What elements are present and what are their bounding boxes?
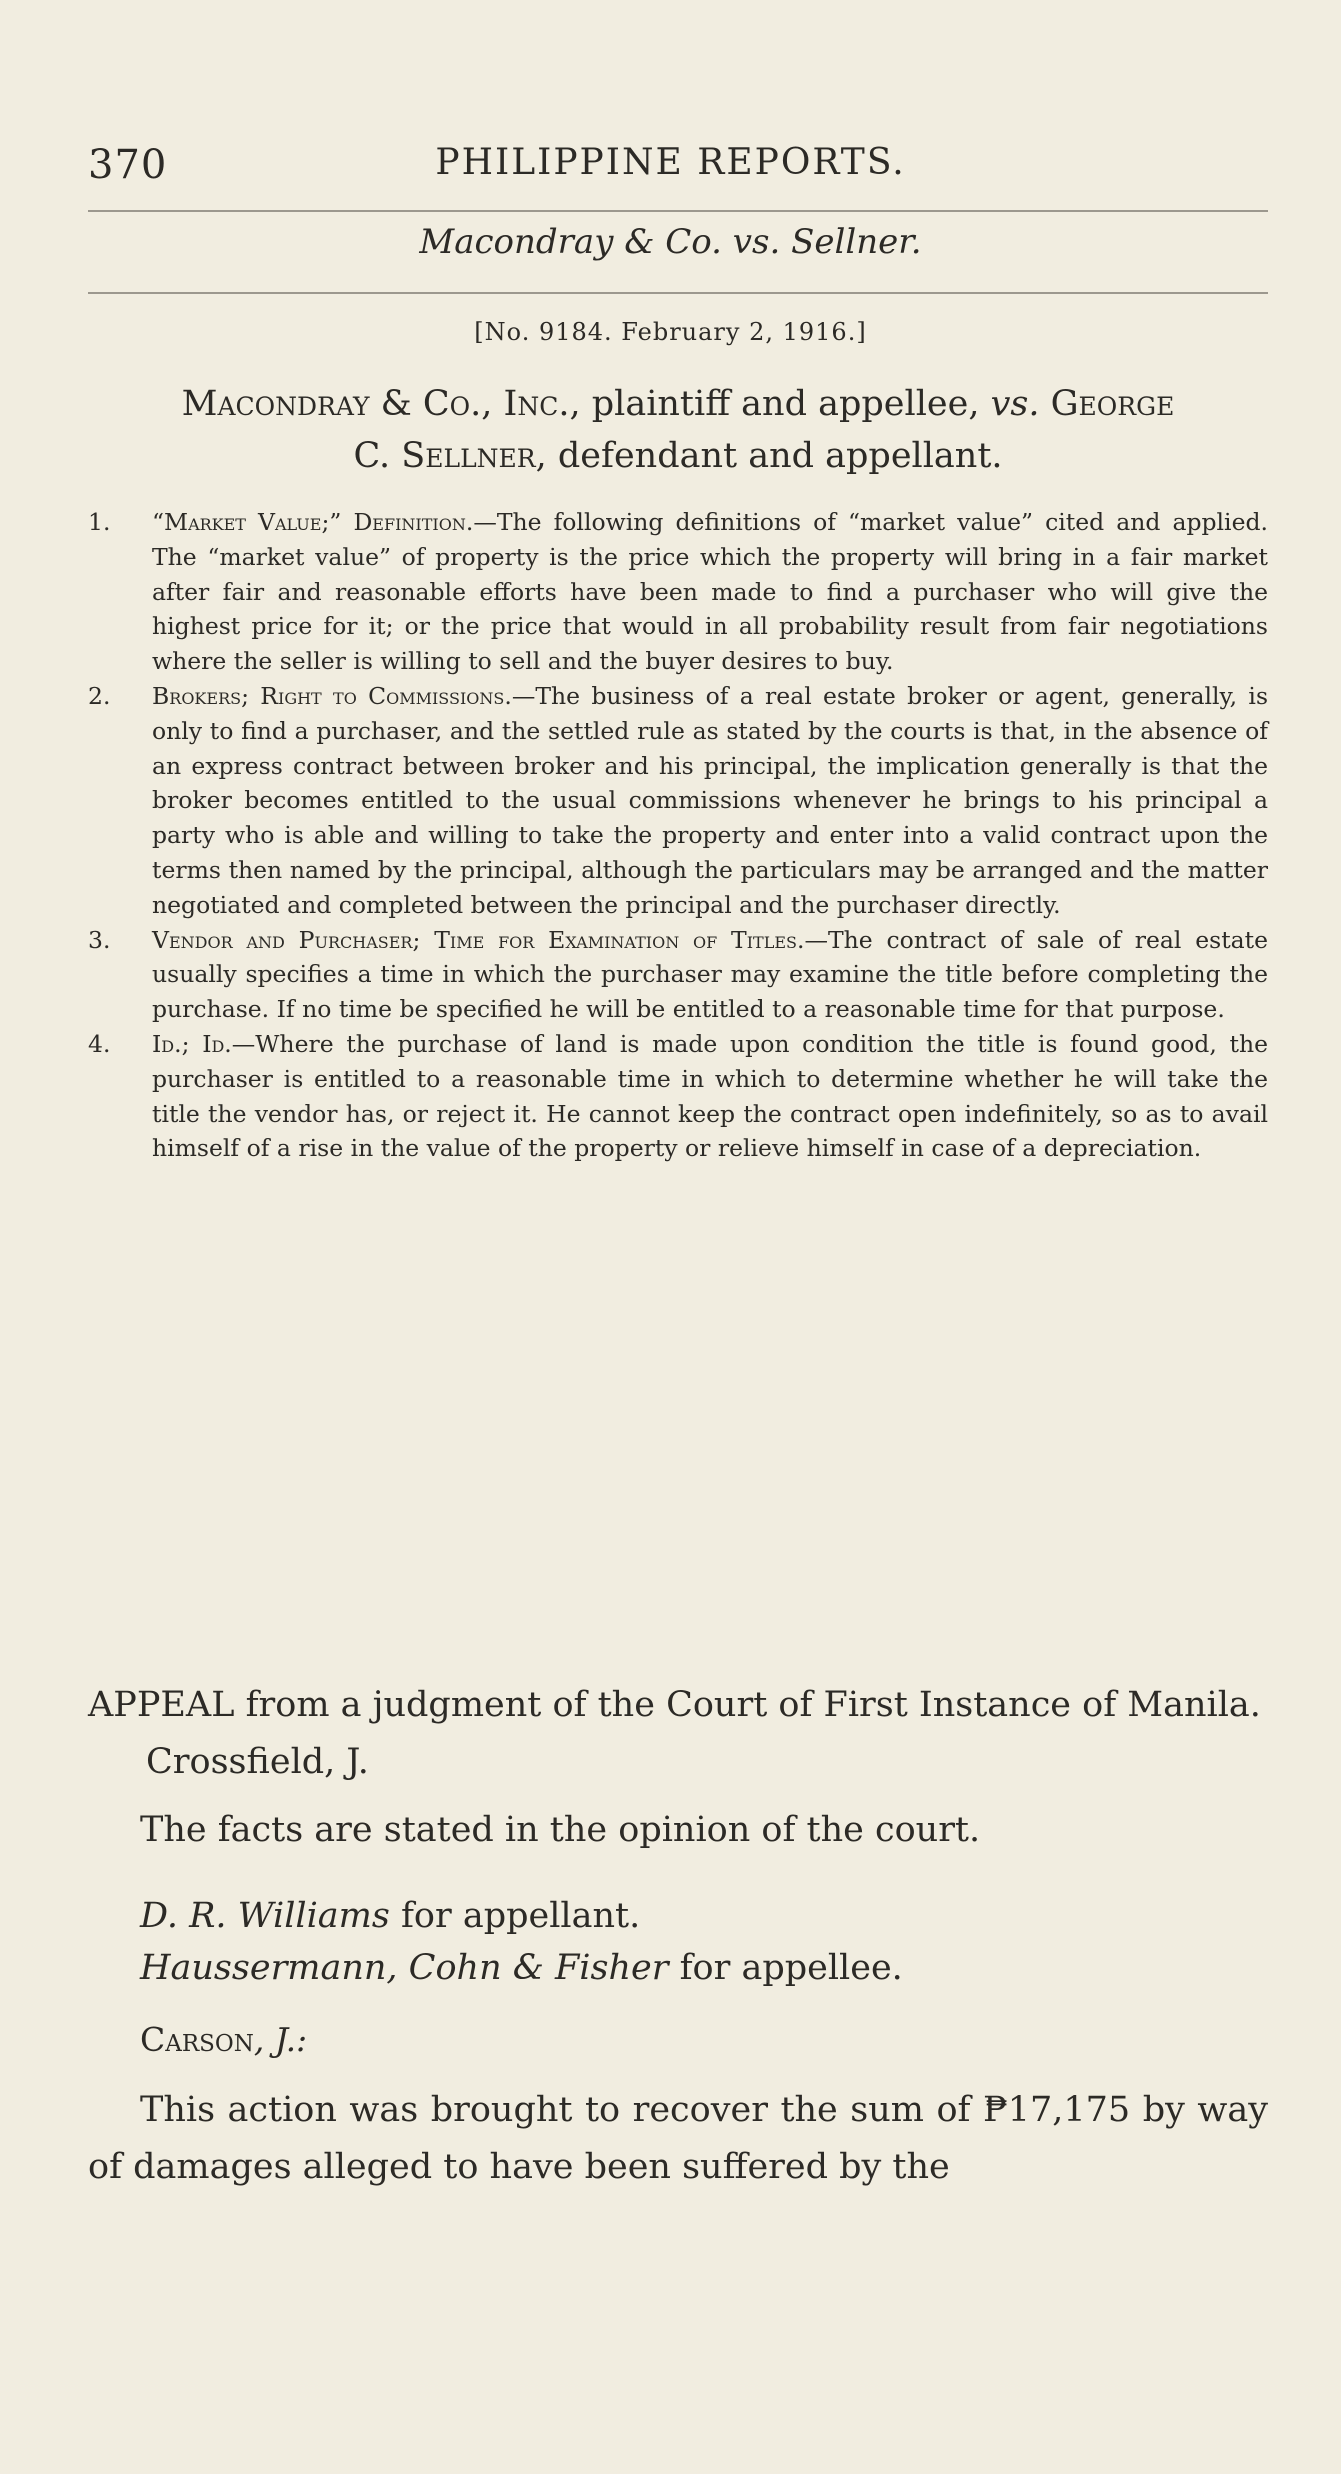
plaintiff-role: , plaintiff and appellee, <box>569 384 991 424</box>
syllabus-text: —Where the purchase of land is made upon condition the title is found good, the purchaser is entitled to a reasonable time in which to determine whether he will take the title the vendor has, or reject it. He cannot keep the contract open indefinitely, so as to avail himself of a rise in the value of the property or relieve himself in case of a depreciation. <box>152 1029 1268 1163</box>
appellant-counsel-role: for appellant. <box>389 1896 641 1936</box>
facts-statement: The facts are stated in the opinion of the court. <box>140 1810 981 1850</box>
appellee-counsel-role: for appellee. <box>668 1948 903 1988</box>
appellant-counsel-name: D. R. Williams <box>140 1896 390 1936</box>
header-rule-bottom <box>88 292 1268 294</box>
defendant-first-name: George <box>1050 384 1175 424</box>
case-caption: Macondray & Co. vs. Sellner. <box>419 222 922 262</box>
header-rule-top <box>88 210 1268 212</box>
plaintiff-name: Macondray & Co., Inc. <box>181 384 570 424</box>
appellant-counsel <box>140 1890 903 1942</box>
parties-caption <box>88 378 1268 482</box>
syllabus-list <box>88 505 1268 1166</box>
syllabus-heading: Id.; Id. <box>152 1029 232 1058</box>
syllabus-number: 2. <box>88 681 111 710</box>
counsel-block <box>140 1890 903 1994</box>
appeal-statement: APPEAL from a judgment of the Court of First Instance of Manila. Crossfield, J. <box>88 1685 1261 1782</box>
syllabus-item <box>88 505 1268 679</box>
page-number: 370 <box>88 142 168 188</box>
syllabus-number: 1. <box>88 508 111 536</box>
appellee-counsel-name: Haussermann, Cohn & Fisher <box>140 1948 669 1988</box>
syllabus-number: 3. <box>88 925 111 954</box>
syllabus-heading: Brokers; Right to Commissions. <box>152 681 512 710</box>
syllabus-item <box>88 679 1268 923</box>
docket-line: [No. 9184. February 2, 1916.] <box>474 318 867 346</box>
syllabus-text: —The contract of sale of real estate usually specifies a time in which the purchaser may examine the title before completing the purchase. If no time be specified he will be entitled to a reasonable time for that purpose. <box>152 925 1268 1024</box>
syllabus-item <box>88 1027 1268 1166</box>
defendant-role: , defendant and appellant. <box>535 436 1003 476</box>
syllabus-text: —The business of a real estate broker or agent, generally, is only to find a purchaser, and the settled rule as stated by the courts is that, in the absence of an express contract between broker and his principal, the implication generally is that the broker becomes entitled to the usual commissions whenever he brings to his principal a party who is able and willing to take the property and enter into a valid contract upon the terms then named by the principal, although the particulars may be arranged and the matter negotiated and completed between the principal and the purchaser directly. <box>152 681 1268 919</box>
opinion-author <box>140 2020 307 2059</box>
syllabus-item <box>88 923 1268 1027</box>
opinion-opening-paragraph: This action was brought to recover the sum of ₱17,175 by way of damages alleged to have been suffered by the <box>88 2090 1268 2187</box>
syllabus-heading: “Market Value;” Definition. <box>152 508 474 536</box>
defendant-rest-name: C. Sellner <box>353 436 536 476</box>
justice-name: Carson <box>140 2020 254 2059</box>
versus: vs. <box>990 384 1040 424</box>
justice-suffix: , J.: <box>253 2020 308 2059</box>
appellee-counsel <box>140 1942 903 1994</box>
syllabus-heading: Vendor and Purchaser; Time for Examination of Titles. <box>152 925 805 954</box>
syllabus-number: 4. <box>88 1029 111 1058</box>
running-head: PHILIPPINE REPORTS. <box>435 142 906 183</box>
syllabus-text: —The following definitions of “market value” cited and applied. The “market value” of property is the price which the property will bring in a fair market after fair and reasonable efforts have been made to find a purchaser who will give the highest price for it; or the price that would in all probability result from fair negotiations where the seller is willing to sell and the buyer desires to buy. <box>152 508 1268 676</box>
